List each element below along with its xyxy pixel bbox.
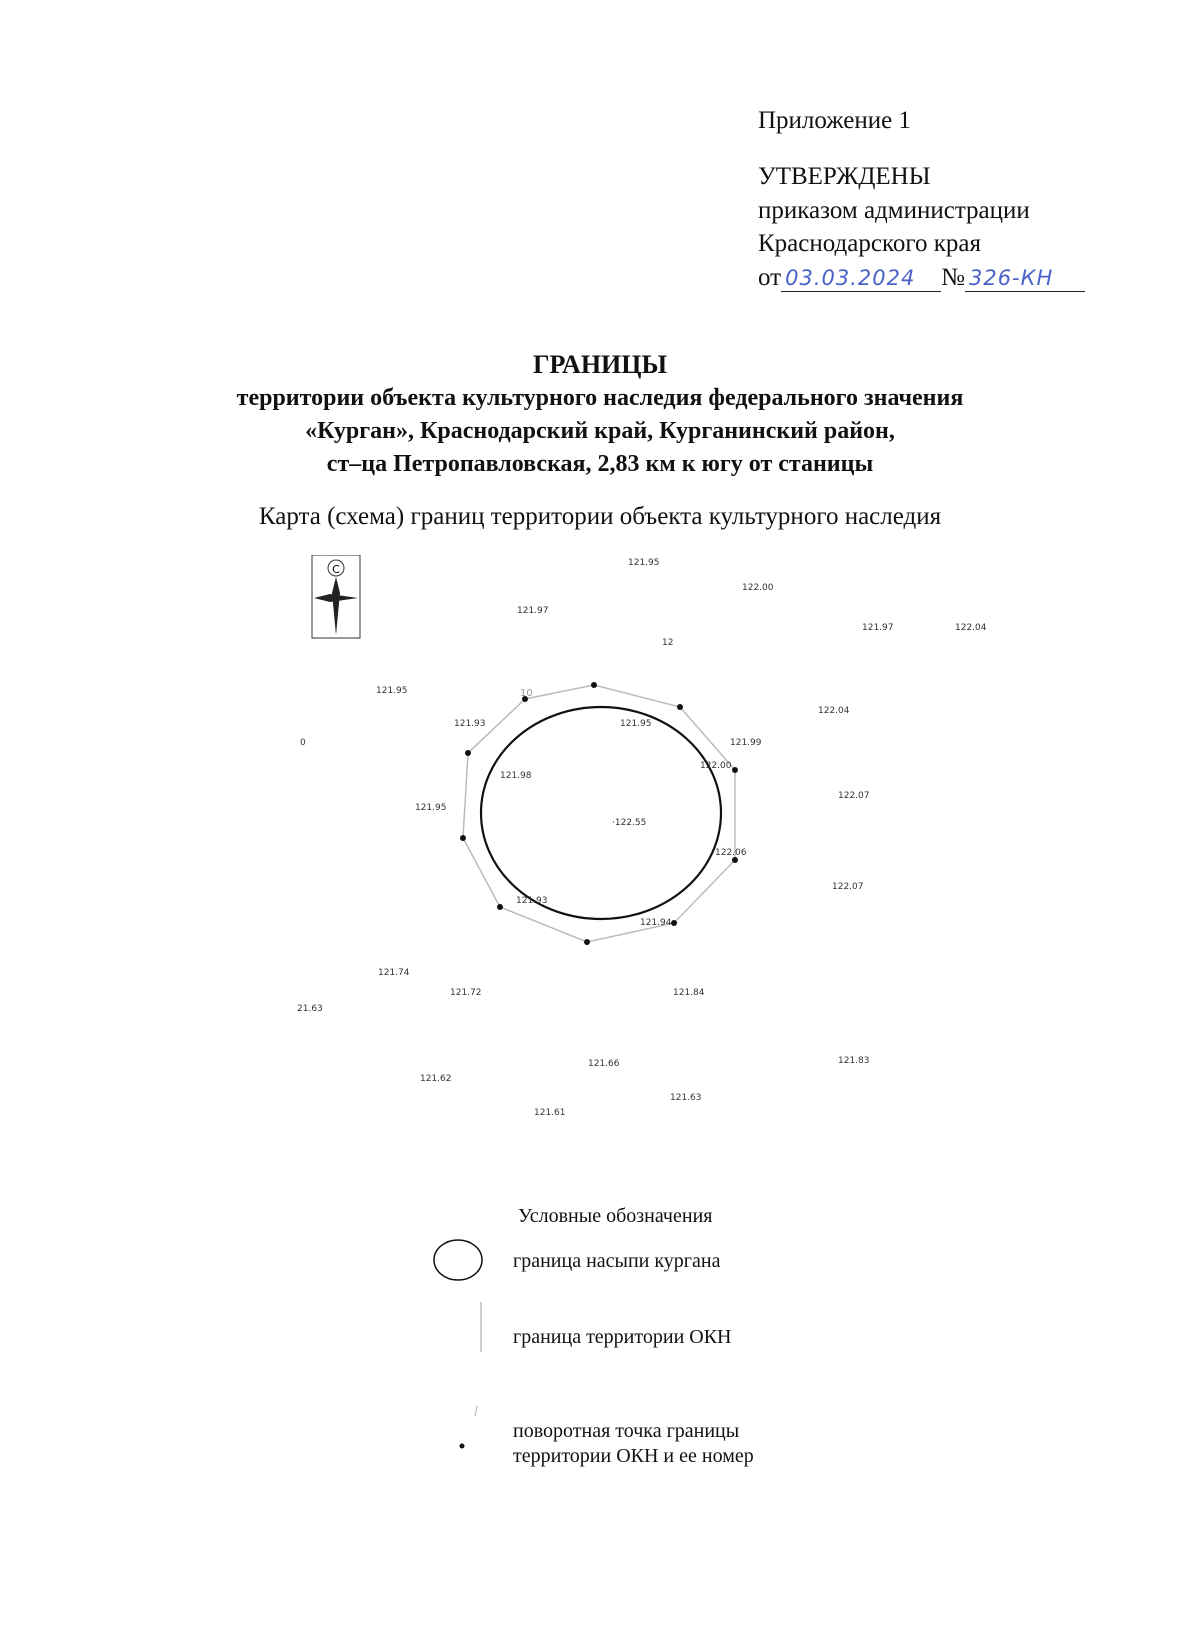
- point-symbol-icon: [455, 1402, 485, 1452]
- elevation-label: 121.97: [517, 606, 549, 616]
- legend-label-mound: граница насыпи кургана: [513, 1250, 721, 1272]
- title-line-3: ст–ца Петропавловская, 2,83 км к югу от станицы: [326, 450, 874, 477]
- okn-boundary-line: [463, 685, 735, 942]
- elevation-label: 122.04: [955, 623, 987, 633]
- elevation-label: 122.07: [832, 882, 864, 892]
- title-line-1: территории объекта культурного наследия федерального значения: [236, 385, 964, 412]
- by-order-label: приказом администрации: [758, 196, 1030, 224]
- elevation-label: 121.94: [640, 918, 672, 928]
- turning-point: [671, 920, 677, 926]
- elevation-labels: [297, 558, 987, 1118]
- north-arrow-icon: [312, 555, 360, 638]
- handwritten-number: 326-КН: [968, 266, 1054, 290]
- elevation-label: 121.83: [838, 1056, 870, 1066]
- elevation-label: 121.95: [628, 558, 660, 568]
- elevation-label: 122.00: [742, 583, 774, 593]
- elevation-label: 12: [662, 638, 674, 648]
- north-label: С: [332, 563, 340, 576]
- point-number-label: 10: [520, 688, 533, 699]
- turning-point: [591, 682, 597, 688]
- elevation-label: 121.72: [450, 988, 482, 998]
- circle-symbol-icon: [430, 1236, 486, 1286]
- title-line-2: «Курган», Краснодарский край, Курганинский район,: [305, 417, 895, 444]
- turning-point: [677, 704, 683, 710]
- elevation-label: 122.06: [715, 848, 747, 858]
- elevation-label: 121.93: [454, 719, 486, 729]
- elevation-label: 121.66: [588, 1059, 620, 1069]
- turning-point: [465, 750, 471, 756]
- line-symbol-icon: [476, 1300, 486, 1354]
- elevation-label: 122.04: [818, 706, 850, 716]
- elevation-label: 121.95: [415, 803, 447, 813]
- elevation-label: 122.00: [700, 761, 732, 771]
- legend-label-boundary: граница территории ОКН: [513, 1326, 732, 1348]
- elevation-label: 121.93: [516, 896, 548, 906]
- document-title: [0, 347, 1200, 480]
- mound-boundary-circle: [481, 707, 721, 919]
- handwritten-date: 03.03.2024: [785, 266, 916, 290]
- appendix-label: Приложение 1: [758, 107, 911, 134]
- elevation-label: 121.99: [730, 738, 762, 748]
- elevation-label: 121.62: [420, 1074, 452, 1084]
- map-caption: Карта (схема) границ территории объекта культурного наследия: [258, 503, 942, 530]
- elevation-label: 121.74: [378, 968, 410, 978]
- elevation-label: ·122.55: [612, 818, 647, 828]
- elevation-label: 121.63: [670, 1093, 702, 1103]
- elevation-label: 122.07: [838, 791, 870, 801]
- elevation-label: 121.84: [673, 988, 705, 998]
- approval-block: [758, 104, 1085, 295]
- elevation-label: 121.97: [862, 623, 894, 633]
- region-label: Краснодарского края: [758, 230, 981, 258]
- legend-title: Условные обозначения: [518, 1205, 713, 1227]
- turning-point: [584, 939, 590, 945]
- title-main: ГРАНИЦЫ: [532, 350, 668, 379]
- legend-label-point: поворотная точка границы территории ОКН и ее номер: [513, 1420, 754, 1467]
- turning-point: [497, 904, 503, 910]
- approved-label: УТВЕРЖДЕНЫ: [758, 162, 931, 190]
- order-date-number: [758, 261, 1085, 295]
- elevation-label: 121.95: [376, 686, 408, 696]
- date-prefix: от: [758, 264, 782, 291]
- elevation-label: 121.98: [500, 771, 532, 781]
- number-prefix: №: [941, 264, 965, 291]
- elevation-label: 121.95: [620, 719, 652, 729]
- turning-point: [732, 767, 738, 773]
- boundary-map: [0, 555, 1200, 1155]
- elevation-label: 21.63: [297, 1004, 323, 1014]
- elevation-label: 0: [300, 738, 306, 748]
- elevation-label: 121.61: [534, 1108, 566, 1118]
- turning-point: [460, 835, 466, 841]
